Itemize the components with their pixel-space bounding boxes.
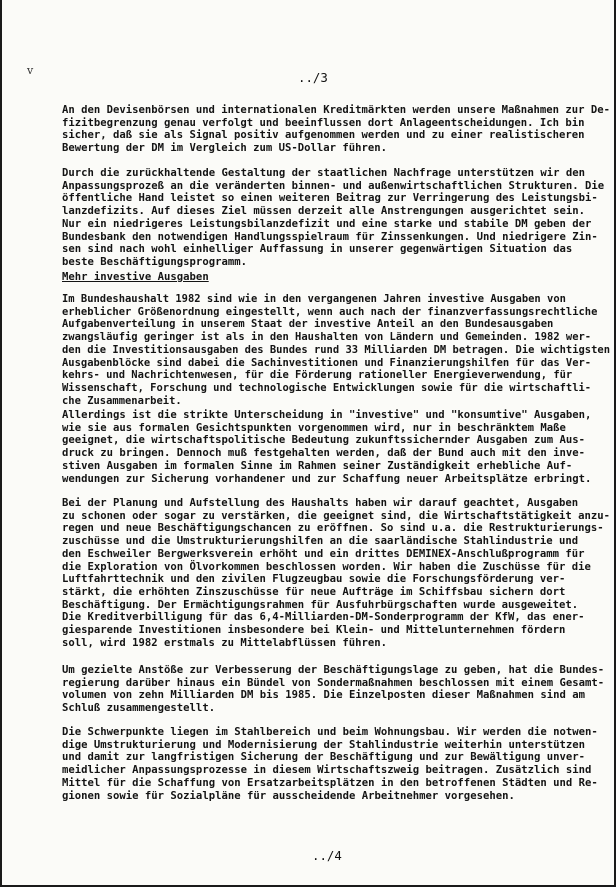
text-line: lanzdefizits. Auf dieses Ziel müssen derzeit alle Anstrengungen ausgerichtet sein. (62, 205, 585, 218)
text-line: An den Devisenbörsen und internationalen Kreditmärkten werden unsere Maßnahmen zur De- (62, 104, 611, 116)
text-line: volumen von zehn Milliarden DM bis 1985. Die Einzelposten dieser Maßnahmen sind am (62, 689, 585, 702)
text-line: Wissenschaft, Forschung und technologische Entwicklungen sowie für die wirtschaftli- (62, 381, 592, 394)
text-line: giesparende Investitionen insbesondere bei Klein- und Mittelunternehmen fördern (62, 624, 566, 637)
page-number-bottom: ../4 (312, 848, 342, 863)
paragraph-unterscheidung (62, 409, 591, 485)
text-line: sicher, daß sie als Signal positiv aufgenommen werden und zu einer realistischeren (62, 129, 585, 142)
text-line: soll, wird 1982 erstmals zu Mittelabflüssen führen. (62, 636, 387, 649)
text-line: wie sie aus formalen Gesichtspunkten vorgenommen wird, nur in beschränktem Maße (62, 421, 566, 434)
text-line: Durch die zurückhaltende Gestaltung der staatlichen Nachfrage unterstützen wir den (62, 167, 585, 179)
text-line: Mittel für die Schaffung von Ersatzarbeitsplätzen in den betroffenen Städten und Re- (62, 776, 598, 789)
section-heading: Mehr investive Ausgaben (62, 271, 209, 283)
text-line: druck zu bringen. Dennoch muß festgehalten werden, daß der Bund auch mit den inve- (62, 447, 585, 460)
text-line: die Exploration von Ölvorkommen beschlossen worden. Wir haben die Zuschüsse für die (62, 560, 591, 573)
text-line: regierung darüber hinaus ein Bündel von Sondermaßnahmen beschlossen mit einem Gesamt- (62, 676, 605, 689)
text-line: geeignet, die wirtschaftspolitische Bedeutung zukunftssichernder Ausgaben zum Aus- (62, 434, 585, 447)
text-line: stärkt, die erhöhten Zinszuschüsse für neue Aufträge im Schiffsbau sichern dort (62, 585, 566, 598)
paragraph-anstoesse (62, 664, 604, 715)
text-line: Um gezielte Anstöße zur Verbesserung der Beschäftigungslage zu geben, hat die Bundes- (62, 664, 605, 676)
text-line: che Zusammenarbeit. (62, 394, 182, 407)
text-line: den Eschweiler Bergwerksverein erhöht und ein drittes DEMINEX-Anschlußprogramm für (62, 547, 585, 560)
text-line: öffentliche Hand leistet so einen weiteren Beitrag zur Verringerung des Leistungsbi- (62, 192, 598, 205)
margin-mark: v (27, 64, 34, 77)
text-line: Aufgabenverteilung in unserem Staat der investive Anteil an den Bundesausgaben (62, 318, 554, 331)
text-line: kehrs- und Nachrichtenwesen, für die Förderung rationeller Energieverwendung, für (62, 369, 573, 382)
text-line: wendungen zur Sicherung vorhandener und zur Schaffung neuer Arbeitsplätze erbringt. (62, 472, 592, 485)
text-line: meidlicher Anpassungsprozesse in diesem Wirtschaftszweig beitragen. Zusätzlich sind (62, 764, 592, 777)
text-line: Schluß zusammengestellt. (62, 702, 216, 715)
text-line: Bundesbank den notwendigen Handlungsspielraum für Zinssenkungen. Und niedrigere Zin- (62, 230, 598, 243)
text-line: zuschüsse und die Umstrukturierungshilfen an die saarländische Stahlindustrie und (62, 535, 579, 548)
paragraph-planung (62, 497, 611, 649)
text-line: gionen sowie für Sozialpläne für ausscheidende Arbeitnehmer vorgesehen. (62, 789, 515, 802)
text-line: fizitbegrenzung genau verfolgt und beeinflussen dort Anlageentscheidungen. Ich bin (62, 116, 585, 129)
text-line: erheblicher Größenordnung eingestellt, wenn auch nach der finanzverfassungsrechtliche (62, 305, 598, 318)
text-line: stiven Ausgaben im formalen Sinne im Rahmen seiner Zuständigkeit erhebliche Auf- (62, 459, 573, 472)
text-line: sen sind nach wohl einhelliger Auffassung in unserer gegenwärtigen Situation das (62, 243, 573, 256)
text-line: und damit zur langfristigen Sicherung der Beschäftigung und zur Bewältigung unver- (62, 751, 585, 764)
page-number-top: ../3 (298, 70, 328, 85)
text-line: Im Bundeshaushalt 1982 sind wie in den vergangenen Jahren investive Ausgaben von (62, 293, 566, 305)
text-line: Allerdings ist die strikte Unterscheidung in "investive" und "konsumtive" Ausgaben, (62, 409, 592, 421)
paragraph-bundeshaushalt (62, 293, 616, 407)
text-line: Die Schwerpunkte liegen im Stahlbereich und beim Wohnungsbau. Wir werden die notwen- (62, 726, 598, 738)
text-line: Die Kreditverbilligung für das 6,4-Milliarden-DM-Sonderprogramm der KfW, das ener- (62, 611, 585, 624)
text-line: dige Umstrukturierung und Modernisierung der Stahlindustrie weiterhin unterstützen (62, 738, 585, 751)
text-line: regen und neue Beschäftigungschancen zu eröffnen. So sind u.a. die Restrukturierungs- (62, 522, 604, 535)
text-line: beste Beschäftigungsprogramm. (62, 255, 247, 268)
text-line: Beschäftigung. Der Ermächtigungsrahmen für Ausfuhrbürgschaften wurde ausgeweitet. (62, 598, 579, 611)
text-line: Luftfahrttechnik und den zivilen Flugzeugbau sowie die Forschungsförderung ver- (62, 573, 566, 586)
text-line: Anpassungsprozeß an die veränderten binnen- und außenwirtschaftlichen Strukturen. Die (62, 179, 605, 192)
text-line: den die Investitionsausgaben des Bundes rund 33 Milliarden DM betragen. Die wichtigsten (62, 343, 611, 356)
text-line: Bei der Planung und Aufstellung des Haushalts haben wir darauf geachtet, Ausgaben (62, 497, 579, 509)
text-line: Ausgabenblöcke sind dabei die Sachinvestitionen und Finanzierungshilfen für das Ver- (62, 356, 592, 369)
text-line: Nur ein niedrigeres Leistungsbilanzdefizit und eine starke und stabile DM geben der (62, 217, 592, 230)
paragraph-schwerpunkte (62, 726, 598, 802)
paragraph-devisenboersen (62, 104, 611, 155)
text-line: zu schonen oder sogar zu verstärken, die geeignet sind, die Wirtschaftstätigkeit anzu- (62, 509, 611, 522)
paragraph-nachfrage (62, 167, 604, 269)
text-line: zwangsläufig geringer ist als in den Haushalten von Ländern und Gemeinden. 1982 wer- (62, 331, 592, 344)
text-line: Bewertung der DM im Vergleich zum US-Dollar führen. (62, 142, 387, 155)
